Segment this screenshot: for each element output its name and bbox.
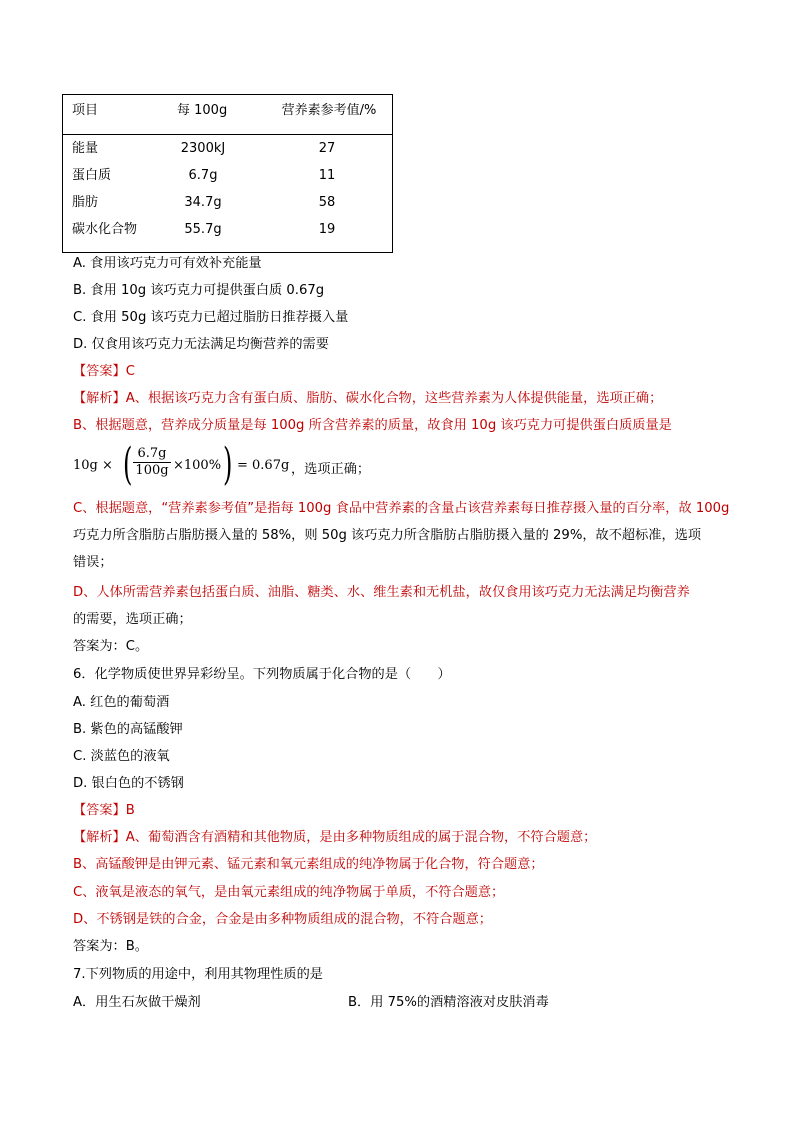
q5-analysis-d1: D、人体所需营养素包括蛋白质、油脂、糖类、水、维生素和无机盐，故仅食用该巧克力无法满足均衡营养 (73, 585, 690, 600)
answer-label: 【答案】 (73, 364, 126, 379)
answer-value: B (125, 803, 135, 818)
q6-answer (73, 802, 135, 820)
analysis-text: A、葡萄酒含有酒精和其他物质，是由多种物质组成的属于混合物，不符合题意； (125, 830, 597, 845)
formula-result: = 0.67g (237, 458, 290, 473)
table-header-cell: 项目 (72, 103, 99, 118)
table-cell: 2300kJ (180, 141, 226, 156)
q5-analysis-d2: 的需要，选项正确； (73, 612, 192, 627)
q5-analysis-b: B、根据题意，营养成分质量是每 100g 所含营养素的质量，故食用 10g 该巧克力可提供蛋白质质量是 (73, 418, 672, 433)
q5-option-a: A. 食用该巧克力可有效补充能量 (73, 256, 262, 271)
q5-option-d: D. 仅食用该巧克力无法满足均衡营养的需要 (73, 337, 329, 352)
analysis-label: 【解析】 (73, 391, 126, 406)
formula-tail: ，选项正确； (291, 462, 371, 477)
table-cell: 11 (318, 168, 336, 183)
q6-analysis-c: C、液氧是液态的氧气，是由氧元素组成的纯净物属于单质，不符合题意； (73, 885, 505, 900)
table-cell: 27 (318, 141, 336, 156)
answer-value: C (125, 364, 135, 379)
q6-conclusion: 答案为：B。 (73, 939, 148, 954)
q6-option-d: D. 银白色的不锈钢 (73, 776, 184, 791)
table-cell: 58 (318, 195, 336, 210)
fraction-numerator: 6.7g (133, 446, 171, 463)
q5-formula (73, 439, 473, 492)
q5-analysis-c2: 巧克力所含脂肪占脂肪摄入量的 58%，则 50g 该巧克力所含脂肪占脂肪摄入量的 29%，故不超标准，选项 (73, 528, 702, 543)
q5-analysis-c1: C、根据题意，“营养素参考值”是指每 100g 食品中营养素的含量占该营养素每日推荐摄入量的百分率，故 100g (73, 501, 730, 516)
analysis-text: A、根据该巧克力含有蛋白质、脂肪、碳水化合物，这些营养素为人体提供能量，选项正确； (125, 391, 663, 406)
table-header-row (63, 95, 392, 135)
q6-option-a: A. 红色的葡萄酒 (73, 695, 170, 710)
table-cell: 蛋白质 (72, 168, 112, 183)
q6-analysis-d: D、不锈钢是铁的合金，合金是由多种物质组成的混合物，不符合题意； (73, 912, 492, 927)
table-cell: 34.7g (184, 195, 222, 210)
right-paren: ) (223, 439, 233, 490)
table-header-cell: 每 100g (177, 103, 228, 118)
q6-option-c: C. 淡蓝色的液氧 (73, 749, 170, 764)
q5-analysis-a (73, 390, 662, 408)
table-cell: 碳水化合物 (72, 222, 138, 237)
formula-percent: ×100% (173, 458, 222, 473)
left-paren: ( (123, 439, 133, 490)
q5-conclusion: 答案为：C。 (73, 639, 149, 654)
q6-stem: 6．化学物质使世界异彩纷呈。下列物质属于化合物的是（ ） (73, 667, 451, 682)
q5-option-b: B. 食用 10g 该巧克力可提供蛋白质 0.67g (73, 283, 325, 298)
analysis-label: 【解析】 (73, 830, 126, 845)
table-cell: 55.7g (184, 222, 222, 237)
q7-option-a: A．用生石灰做干燥剂 (73, 995, 201, 1010)
q7-option-b: B．用 75%的酒精溶液对皮肤消毒 (348, 995, 549, 1010)
formula-fraction (133, 446, 171, 479)
formula-lead: 10g × (73, 458, 113, 473)
table-cell: 6.7g (188, 168, 218, 183)
q5-option-c: C. 食用 50g 该巧克力已超过脂肪日推荐摄入量 (73, 310, 349, 325)
q5-answer (73, 363, 135, 381)
table-cell: 脂肪 (72, 195, 99, 210)
table-header-cell: 营养素参考值/% (281, 103, 377, 118)
q6-option-b: B. 紫色的高锰酸钾 (73, 722, 183, 737)
fraction-denominator: 100g (135, 463, 169, 478)
table-cell: 19 (318, 222, 336, 237)
table-cell: 能量 (72, 141, 99, 156)
answer-label: 【答案】 (73, 803, 126, 818)
q5-analysis-c3: 错误； (73, 555, 113, 570)
q7-stem: 7.下列物质的用途中，利用其物理性质的是 (73, 967, 323, 982)
q6-analysis-b: B、高锰酸钾是由钾元素、锰元素和氧元素组成的纯净物属于化合物，符合题意； (73, 857, 544, 872)
nutrition-table (62, 94, 393, 253)
q6-analysis-a (73, 829, 596, 847)
